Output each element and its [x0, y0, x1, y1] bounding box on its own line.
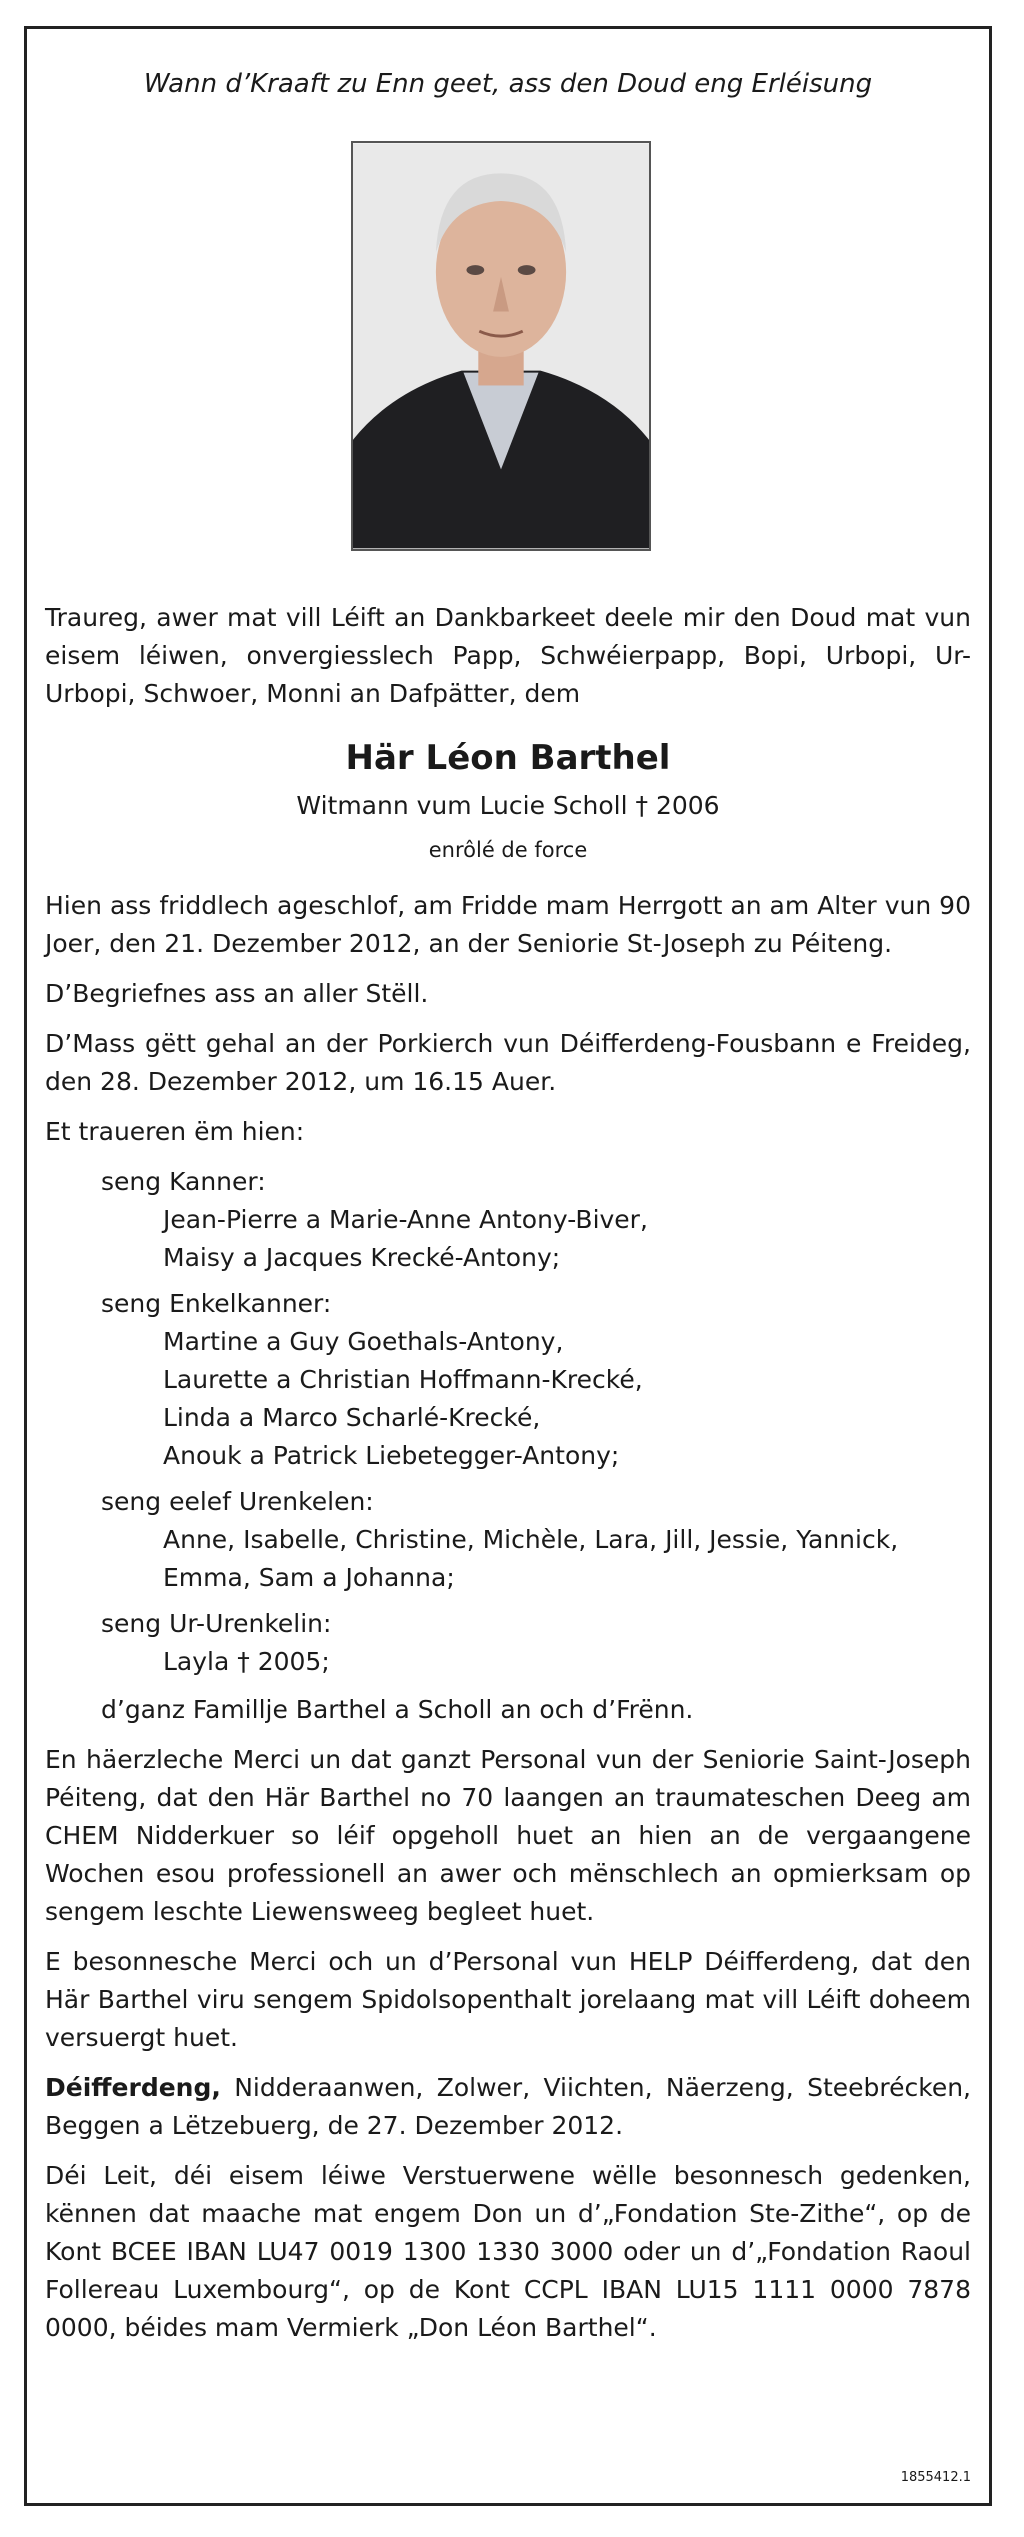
great-great-label: seng Ur-Urenkelin:: [101, 1609, 332, 1638]
great-grandchildren-label: seng eelef Urenkelen:: [101, 1487, 374, 1516]
intro-text: Traureg, awer mat vill Léift an Dankbarkeet deele mir den Doud mat vun eisem léiwen, onvergiesslech Papp, Schwéierpapp, Bopi, Urbopi, Ur-Urbopi, Schwoer, Monni an Dafpätter, dem: [45, 603, 971, 708]
enrole-line: enrôlé de force: [428, 838, 588, 862]
thanks-text-2: E besonnesche Merci och un d’Personal vun HELP Déifferdeng, dat den Här Barthel viru sengem Spidolsopenthalt jorelaang mat vill Léift doheem versuergt huet.: [45, 1947, 971, 2052]
motto: Wann d’Kraaft zu Enn geet, ass den Doud eng Erléisung: [143, 69, 873, 99]
place-date-line: [45, 2069, 971, 2145]
great-grandchildren-list: Anne, Isabelle, Christine, Michèle, Lara, Jill, Jessie, Yannick, Emma, Sam a Johanna;: [163, 1525, 899, 1592]
grandchild-line: Laurette a Christian Hoffmann-Krecké,: [163, 1365, 643, 1394]
donation-text: Déi Leit, déi eisem léiwe Verstuerwene wëlle besonnesch gedenken, kënnen dat maache mat engem Don un d’„Fondation Ste-Zithe“, op de Kont BCEE IBAN LU47 0019 1300 1330 3000 oder un d’„Fondation Raoul Follereau Luxembourg“, op de Kont CCPL IBAN LU15 1111 0000 7878 0000, béides mam Vermierk „Don Léon Barthel“.: [45, 2161, 971, 2342]
widower-line: Witmann vum Lucie Scholl † 2006: [296, 791, 720, 820]
portrait-image: [353, 143, 649, 549]
portrait-photo: [351, 141, 651, 551]
family-line: d’ganz Famillje Barthel a Scholl an och d’Frënn.: [101, 1695, 694, 1724]
obituary-notice: [24, 26, 992, 2506]
grandchildren-label: seng Enkelkanner:: [101, 1289, 332, 1318]
mass-text: D’Mass gëtt gehal an der Porkierch vun Déifferdeng-Fousbann e Freideg, den 28. Dezember 2012, um 16.15 Auer.: [45, 1029, 971, 1096]
great-great-line: Layla † 2005;: [163, 1647, 330, 1676]
burial-text: D’Begriefnes ass an aller Stëll.: [45, 979, 429, 1008]
grandchild-line: Anouk a Patrick Liebetegger-Antony;: [163, 1441, 620, 1470]
reference-number: 1855412.1: [900, 2470, 971, 2485]
place-rest: Nidderaanwen, Zolwer, Viichten, Näerzeng, Steebrécken, Beggen a Lëtzebuerg, de 27. Dezember 2012.: [45, 2073, 971, 2140]
grandchild-line: Martine a Guy Goethals-Antony,: [163, 1327, 564, 1356]
children-label: seng Kanner:: [101, 1167, 266, 1196]
thanks-text-1: En häerzleche Merci un dat ganzt Personal vun der Seniorie Saint-Joseph Péiteng, dat den Här Barthel no 70 laangen an traumateschen Deeg am CHEM Nidderkuer so léif opgeholl huet an hien an de vergaangene Wochen esou professionell an awer och mënschlech an opmierksam op sengem leschte Liewensweeg begleet huet.: [45, 1745, 971, 1926]
notice-body: [45, 599, 971, 2359]
deceased-name: Här Léon Barthel: [345, 738, 671, 778]
grandchild-line: Linda a Marco Scharlé-Krecké,: [163, 1403, 541, 1432]
place-name: Déifferdeng,: [45, 2073, 221, 2102]
mourners-intro: Et traueren ëm hien:: [45, 1117, 305, 1146]
child-line: Maisy a Jacques Krecké-Antony;: [163, 1243, 561, 1272]
child-line: Jean-Pierre a Marie-Anne Antony-Biver,: [163, 1205, 648, 1234]
death-text: Hien ass friddlech ageschlof, am Fridde mam Herrgott an am Alter vun 90 Joer, den 21. Dezember 2012, an der Seniorie St-Joseph zu Péiteng.: [45, 891, 971, 958]
